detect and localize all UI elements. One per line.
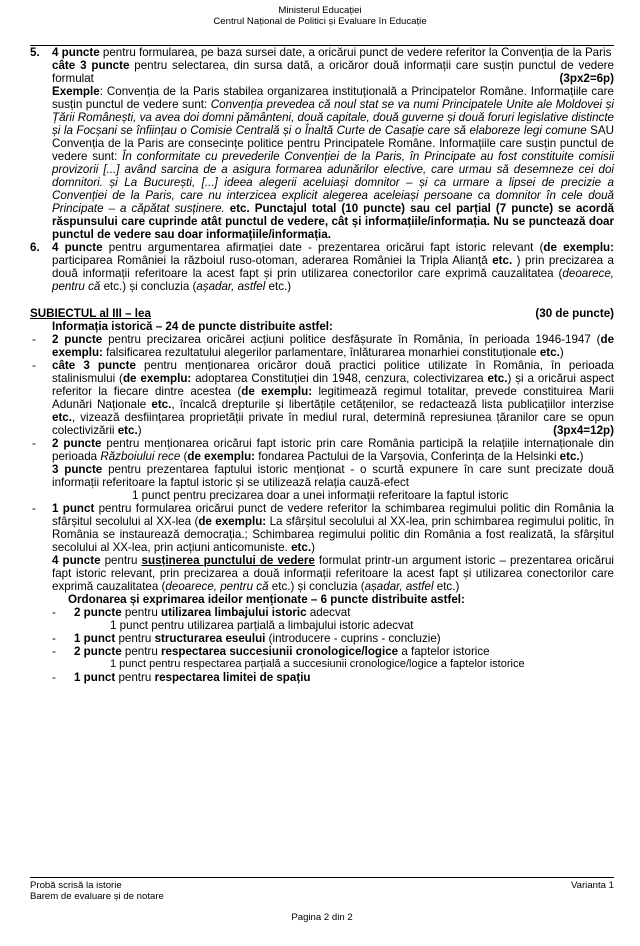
item-6-number: 6. xyxy=(30,241,40,254)
footer xyxy=(30,880,614,923)
criterion-4-text xyxy=(52,502,614,554)
bullet-dash: - xyxy=(52,645,56,658)
item-5-score: (3px2=6p) xyxy=(559,72,614,85)
text-segment: de exemplu: xyxy=(122,372,192,385)
item-5-number: 5. xyxy=(30,46,40,59)
footer-divider xyxy=(30,877,614,878)
bullet-dash: - xyxy=(52,671,56,684)
text-segment: etc. Punctajul total (10 puncte) sau cel parțial (7 puncte) se acordă răspunsului care cuprinde atât punctul de vedere, cât și informațiile/informația. Nu se punctează doar punctul de vedere sau doar informațiile/informația. xyxy=(52,202,614,241)
text-segment: etc. xyxy=(151,398,172,411)
text-segment: (introducere - cuprins - concluzie) xyxy=(265,632,441,645)
text-segment: 2 puncte xyxy=(52,437,102,450)
text-segment: adoptarea Constituției din 1948, cenzura, colectivizarea xyxy=(191,372,488,385)
text-segment: de exemplu: xyxy=(543,241,615,254)
text-segment: ) prin precizarea a două informații referitoare la acest fapt și prin utilizarea conectorilor care exprimă cauzalitatea ( xyxy=(52,254,614,280)
order-1-partial: 1 punct pentru utilizarea parțială a limbajului istoric adecvat xyxy=(110,619,414,632)
item-6-text xyxy=(52,241,614,293)
scoring-content xyxy=(30,46,614,684)
order-3-text xyxy=(74,645,614,658)
bullet-dash: - xyxy=(32,502,36,515)
text-segment: Convenția prevedea că noul stat se va numi Principatele Unite ale Moldovei și Țării Românești, va avea doi domni pământeni, două capitale, două guverne și două foruri legislative distincte și la Focșani se înființau o Comisie Centrală și o Înaltă Curte de Casație care să elaboreze legi comune xyxy=(52,98,614,137)
text-segment: În conformitate cu prevederile Convenției de la Paris, în Principate au fost constituite comisii provizorii [...] având sarcina de a asigura formarea adunărilor elective, care urmau să desemneze cei doi domnitori. și La București, [...] ideea alegerii aceluiași domnitor – și ca urmare a lipsei de precizie a Convenției de la Paris, care nu interzicea explicit alegerea aceleiași persoane ca domnitor în cele două Principate – a căpătat susținere. xyxy=(52,150,615,215)
text-segment: pentru precizarea oricărei acțiuni politice desfășurate în România, în perioada 1946-1947 ( xyxy=(102,333,601,346)
order-3-partial: 1 punct pentru respectarea parțială a succesiunii cronologice/logice a faptelor istorice xyxy=(110,658,525,670)
item-5-example xyxy=(52,85,614,241)
text-segment: susținerea punctului de vedere xyxy=(141,554,315,567)
text-segment: , încalcă drepturile și libertățile cetățenilor, se redactează lista publicațiilor interzise xyxy=(171,398,614,411)
text-segment: ) xyxy=(579,450,584,463)
text-segment: ( xyxy=(180,450,188,463)
text-segment: La sfârșitul secolului al XX-lea, prin schimbarea regimului politic, în România se instaurează democrația.; Schimbarea regimului politic din România a fost realizată, la sfârșitul secolului al XX-lea, prin acțiuni anticomuniste. xyxy=(52,515,614,554)
text-segment: 4 puncte xyxy=(52,241,103,254)
item-5 xyxy=(30,46,614,241)
text-segment: deoarece, pentru că xyxy=(165,580,269,593)
footer-row-1 xyxy=(30,880,614,891)
text-segment: utilizarea limbajului istoric xyxy=(161,606,307,619)
text-segment: 2 puncte xyxy=(74,645,122,658)
text-segment: ) și a oricărui aspect referitor la fiecare dintre acestea ( xyxy=(52,372,614,398)
text-segment: pentru argumentarea afirmației date - prezentarea oricărui fapt istoric relevant ( xyxy=(102,241,544,254)
text-segment: pentru menționarea oricărui fapt istoric prin care România participă la relațiile internaționale din perioada xyxy=(52,437,614,463)
criterion-2-text xyxy=(52,359,614,437)
text-segment: 1 punct xyxy=(74,632,116,645)
text-segment: etc.) și concluzia ( xyxy=(268,580,365,593)
criterion-2 xyxy=(30,359,614,437)
item-5-criterion-1 xyxy=(52,46,614,59)
text-segment: așadar, astfel xyxy=(364,580,434,593)
text-segment: respectarea succesiunii cronologice/logice xyxy=(161,645,399,658)
text-segment: etc.) xyxy=(265,280,292,293)
bullet-dash: - xyxy=(32,359,36,372)
text-segment: respectarea limitei de spațiu xyxy=(154,671,311,684)
text-segment: etc. xyxy=(492,254,513,267)
order-1-text xyxy=(74,606,614,619)
text-segment: etc.) și concluzia ( xyxy=(100,280,197,293)
page-header xyxy=(0,5,640,27)
order-1 xyxy=(30,606,614,619)
text-segment: ) xyxy=(311,541,315,554)
text-segment: a faptelor istorice xyxy=(398,645,490,658)
text-segment: Exemple xyxy=(52,85,100,98)
text-segment: fondarea Pactului de la Varșovia, Conferința de la Helsinki xyxy=(255,450,560,463)
order-heading: Ordonarea și exprimarea ideilor menționate – 6 puncte distribuite astfel: xyxy=(68,593,465,606)
order-3 xyxy=(30,645,614,658)
criterion-2-rich xyxy=(52,359,614,437)
order-2 xyxy=(30,632,614,645)
text-segment: : Convenția de la Paris stabilea organizarea instituțională a Principatelor Române. Informațiile care susțin punctul de vedere sunt: xyxy=(52,85,614,111)
text-segment: pentru xyxy=(100,554,142,567)
text-segment: pentru formularea oricărui punct de vedere referitor la schimbarea regimului politic din România la sfârșitul secolului al XX-lea ( xyxy=(52,502,614,528)
text-segment: , vizează desființarea proprietății private în mediul rural, determină represiunea țăranilor care se opun colectivizării xyxy=(52,411,614,437)
text-segment: etc. xyxy=(539,346,560,359)
text-segment: 4 puncte xyxy=(52,46,100,59)
bullet-dash: - xyxy=(52,606,56,619)
bullet-dash: - xyxy=(52,632,56,645)
text-segment: câte 3 puncte xyxy=(52,59,130,72)
text-segment: pentru xyxy=(115,671,155,684)
criterion-4 xyxy=(30,502,614,593)
order-4-text xyxy=(74,671,614,684)
text-segment: etc. xyxy=(487,372,508,385)
info-heading: Informația istorică – 24 de puncte distribuite astfel: xyxy=(52,320,333,333)
text-segment: pentru xyxy=(115,632,155,645)
order-4 xyxy=(30,671,614,684)
criterion-1-text xyxy=(52,333,614,359)
text-segment: pentru selectarea, din sursa dată, a oricăror două informații care susțin punctul de vedere formulat xyxy=(52,59,614,85)
section-3-points: (30 de puncte) xyxy=(535,307,614,320)
criterion-3-text xyxy=(52,437,614,463)
text-segment: etc. xyxy=(117,424,138,437)
criterion-1 xyxy=(30,333,614,359)
text-segment: formulat printr-un argument istoric – prezentarea oricărui fapt istoric relevant, prin precizarea a două informații referitoare la acest fapt și utilizarea conectorilor care exprimă cauzalitatea ( xyxy=(52,554,614,593)
text-segment: deoarece, pentru că xyxy=(52,267,614,293)
center-name: Centrul Național de Politici și Evaluare în Educație xyxy=(213,16,427,27)
text-segment: ) xyxy=(137,424,142,437)
text-segment: de exemplu: xyxy=(187,450,256,463)
text-segment: etc. xyxy=(559,450,580,463)
text-segment: etc. xyxy=(291,541,312,554)
text-segment: Războiului rece xyxy=(100,450,181,463)
text-segment: pentru xyxy=(121,606,161,619)
text-segment: 2 puncte xyxy=(74,606,122,619)
text-segment: 2 puncte xyxy=(52,333,103,346)
item-5-criterion-2-text xyxy=(52,59,614,85)
text-segment: așadar, astfel xyxy=(196,280,266,293)
order-2-text xyxy=(74,632,614,645)
text-segment: pentru xyxy=(121,645,161,658)
section-3-heading xyxy=(30,307,614,320)
criterion-3-presentation xyxy=(52,463,614,489)
bullet-dash: - xyxy=(32,437,36,450)
text-segment: falsificarea rezultatului alegerilor parlamentare, înlăturarea monarhiei constituționale xyxy=(102,346,540,359)
section-3-title: SUBIECTUL al III – lea xyxy=(30,307,151,320)
text-segment: de exemplu: xyxy=(241,385,313,398)
text-segment: 3 puncte xyxy=(52,463,103,476)
text-segment: 1 punct xyxy=(74,671,116,684)
text-segment: câte 3 puncte xyxy=(52,359,136,372)
criterion-2-score: (3px4=12p) xyxy=(553,424,614,437)
text-segment: SAU Convenția de la Paris are consecințe politice pentru Principatele Române. Informațiile care susțin punctul de vedere sunt: xyxy=(52,124,615,163)
footer-page-number: Pagina 2 din 2 xyxy=(291,912,353,923)
bullet-dash: - xyxy=(32,333,36,346)
text-segment: pentru formularea, pe baza sursei date, a oricărui punct de vedere referitor la Convenția de la Paris xyxy=(99,46,612,59)
text-segment: de exemplu: xyxy=(52,333,615,359)
text-segment: participarea României la războiul ruso-otoman, aderarea României la Tripla Alianță xyxy=(52,254,493,267)
footer-variant: Varianta 1 xyxy=(570,880,614,891)
text-segment: adecvat xyxy=(306,606,351,619)
text-segment: pentru menționarea oricăror două practici politice utilizate în România, în perioada stalinismului ( xyxy=(52,359,614,385)
criterion-3 xyxy=(30,437,614,502)
footer-doc-type: Barem de evaluare și de notare xyxy=(30,891,164,902)
ministry-name: Ministerul Educației xyxy=(278,5,362,16)
text-segment: 4 puncte xyxy=(52,554,101,567)
criterion-3-partial: 1 punct pentru precizarea doar a unei informații referitoare la faptul istoric xyxy=(132,489,509,502)
text-segment: ) xyxy=(559,346,564,359)
text-segment: etc.) xyxy=(433,580,460,593)
item-6 xyxy=(30,241,614,293)
text-segment: legitimează regimul totalitar, prevede constituirea Marii Adunări Naționale xyxy=(52,385,615,411)
text-segment: de exemplu: xyxy=(198,515,267,528)
footer-subject: Probă scrisă la istorie xyxy=(30,880,122,891)
text-segment: structurarea eseului xyxy=(154,632,266,645)
item-5-criterion-2 xyxy=(52,59,614,85)
text-segment: 1 punct xyxy=(52,502,95,515)
text-segment: pentru prezentarea faptului istoric menționat - o scurtă expunere în care sunt precizate două informații referitoare la faptul istoric și se utilizează relația cauză-efect xyxy=(52,463,615,489)
text-segment: etc. xyxy=(52,411,72,424)
criterion-4-argument xyxy=(52,554,614,593)
